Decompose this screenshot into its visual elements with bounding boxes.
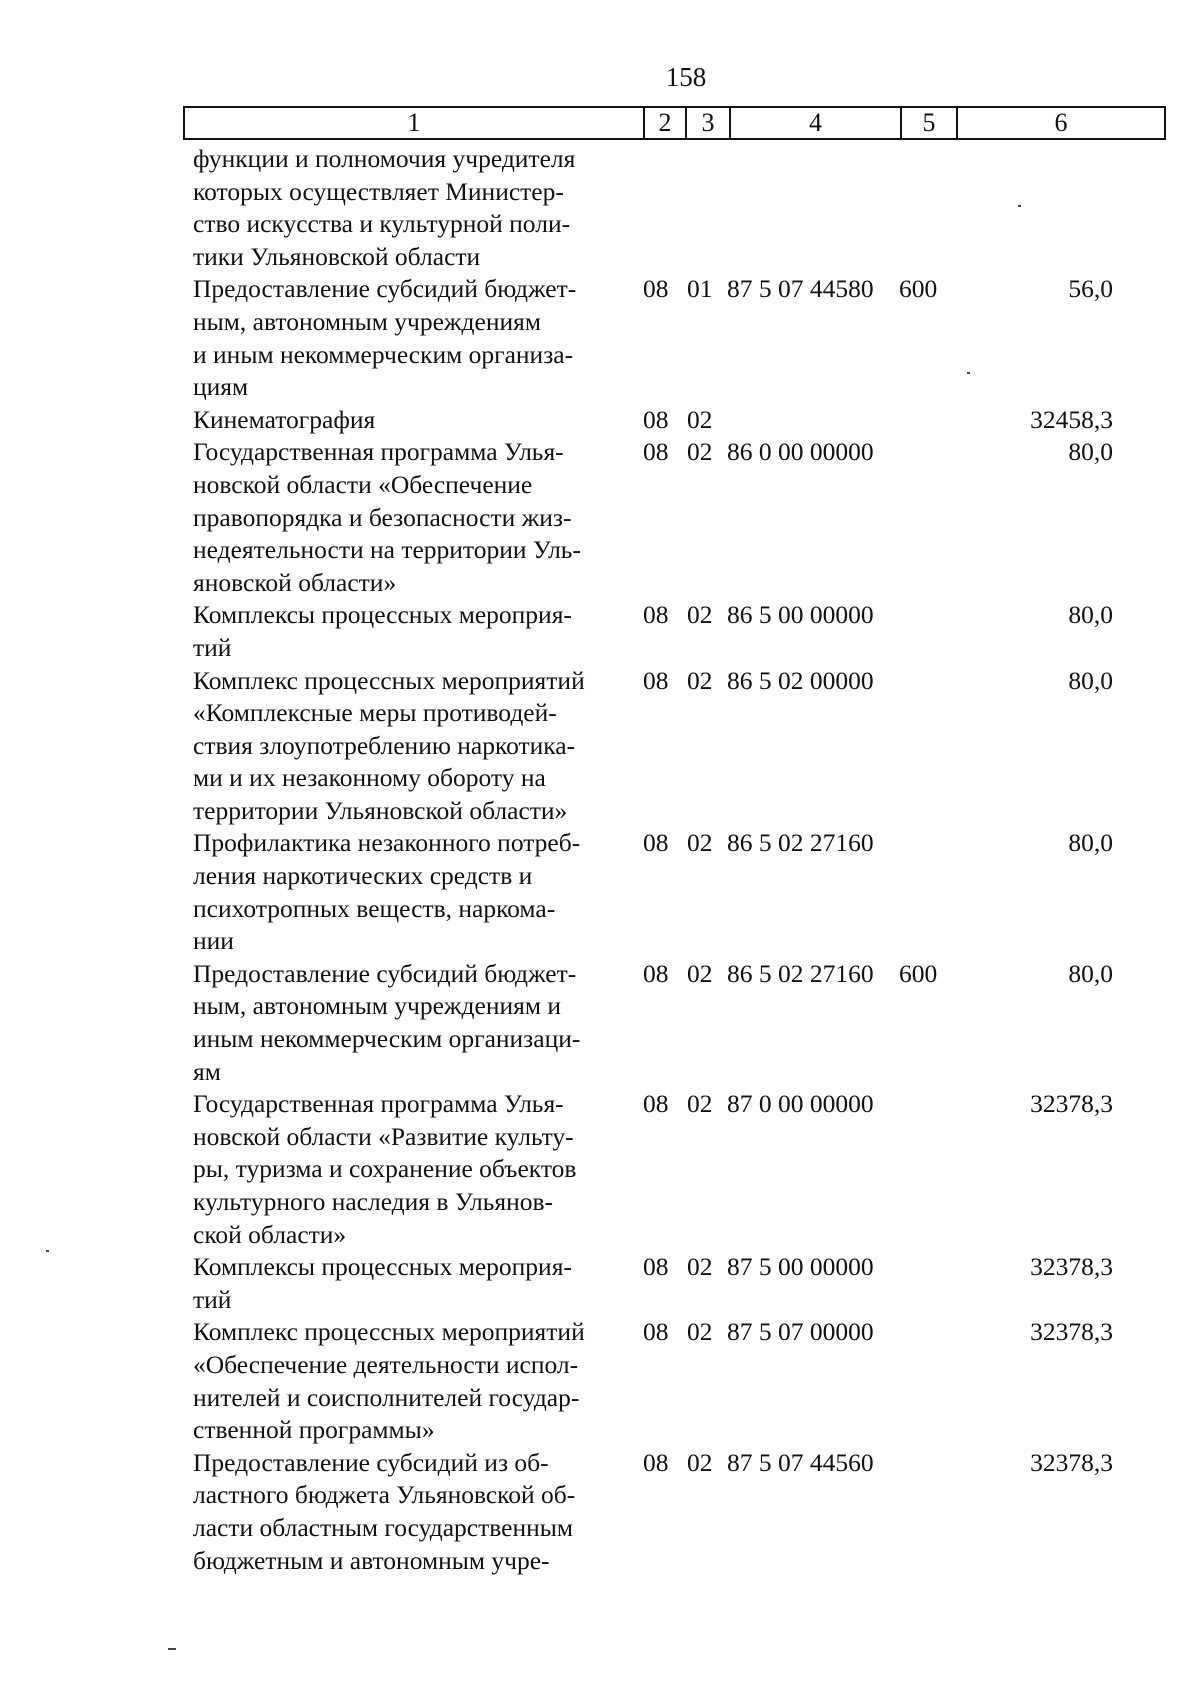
- row-expense-type: 600: [899, 958, 938, 988]
- row-name: Комплекс процессных мероприятий «Обеспечение деятельности испол- нителей и соисполнителей государ- ственной программы»: [193, 1317, 585, 1445]
- row-subsection: 02: [687, 1317, 713, 1347]
- header-col-5: 5: [902, 108, 958, 138]
- row-section: [643, 143, 687, 273]
- table-row: [193, 143, 1113, 273]
- row-subsection: 02: [687, 437, 713, 467]
- scan-speck: [168, 1648, 176, 1650]
- page-number: 158: [665, 62, 707, 92]
- row-expense-type: [899, 827, 959, 957]
- row-name: Предоставление субсидий бюджет- ным, автономным учреждениям и иным некоммерческим организа- циям: [193, 274, 577, 402]
- table-row: [193, 1316, 1113, 1446]
- row-amount: 80,0: [1068, 958, 1113, 988]
- row-amount: 80,0: [1068, 665, 1113, 695]
- table-body: [193, 143, 1113, 1577]
- table-row: [193, 273, 1113, 403]
- row-section: 08: [643, 828, 669, 858]
- row-amount: 80,0: [1068, 437, 1113, 467]
- row-subsection: 02: [687, 404, 713, 434]
- row-section: 08: [643, 404, 669, 434]
- row-name: Комплексы процессных мероприя- тий: [193, 600, 572, 662]
- scan-speck: [967, 372, 970, 374]
- row-target-article: 86 5 02 27160: [727, 958, 874, 988]
- row-target-article: 86 5 00 00000: [727, 600, 874, 630]
- row-subsection: 02: [687, 828, 713, 858]
- row-amount: 56,0: [1068, 274, 1113, 304]
- row-amount: 32458,3: [1030, 404, 1113, 434]
- table-header: [183, 106, 1166, 140]
- scan-speck: [1018, 205, 1021, 207]
- table-row: [193, 665, 1113, 828]
- row-expense-type: [899, 1447, 959, 1577]
- row-section: 08: [643, 274, 669, 304]
- row-target-article: 86 5 02 27160: [727, 828, 874, 858]
- row-expense-type: [899, 436, 959, 599]
- row-amount: 80,0: [1068, 600, 1113, 630]
- row-subsection: [687, 143, 727, 273]
- row-subsection: 02: [687, 1089, 713, 1119]
- row-subsection: 02: [687, 1252, 713, 1282]
- row-name: Кинематография: [193, 404, 376, 434]
- row-amount: 80,0: [1068, 828, 1113, 858]
- row-target-article: 87 5 07 00000: [727, 1317, 874, 1347]
- row-target-article: [727, 404, 899, 437]
- row-subsection: 02: [687, 958, 713, 988]
- row-section: 08: [643, 600, 669, 630]
- row-name: функции и полномочия учредителя которых осуществляет Министер- ство искусства и культурной поли- тики Ульяновской области: [193, 144, 576, 271]
- row-target-article: 87 5 07 44560: [727, 1447, 874, 1477]
- row-target-article: 87 5 07 44580: [727, 274, 874, 304]
- header-col-2: 2: [645, 108, 687, 138]
- table-row: [193, 404, 1113, 437]
- row-section: 08: [643, 1317, 669, 1347]
- header-col-3: 3: [687, 108, 731, 138]
- row-expense-type: [899, 1316, 959, 1446]
- row-amount: 32378,3: [1030, 1252, 1113, 1282]
- row-section: 08: [643, 1252, 669, 1282]
- row-amount: 32378,3: [1030, 1447, 1113, 1477]
- row-target-article: 87 0 00 00000: [727, 1089, 874, 1119]
- row-section: 08: [643, 1447, 669, 1477]
- row-expense-type: [899, 143, 959, 273]
- row-subsection: 01: [687, 274, 713, 304]
- table-row: [193, 436, 1113, 599]
- row-expense-type: 600: [899, 274, 938, 304]
- row-name: Предоставление субсидий бюджет- ным, автономным учреждениям и иным некоммерческим организаци- ям: [193, 958, 581, 1086]
- header-col-4: 4: [731, 108, 902, 138]
- row-subsection: 02: [687, 600, 713, 630]
- row-expense-type: [899, 599, 959, 664]
- row-section: 08: [643, 437, 669, 467]
- row-name: Государственная программа Улья- новской области «Развитие культу- ры, туризма и сохранение объектов культурного наследия в Ульянов- ской области»: [193, 1089, 577, 1249]
- table-row: [193, 1251, 1113, 1316]
- row-section: 08: [643, 1089, 669, 1119]
- header-col-6: 6: [1054, 108, 1068, 137]
- scan-speck: [46, 1250, 49, 1252]
- header-col-1: 1: [185, 108, 645, 138]
- row-expense-type: [899, 1088, 959, 1251]
- row-name: Государственная программа Улья- новской области «Обеспечение правопорядка и безопасности жиз- недеятельности на территории Уль- яновской области»: [193, 437, 581, 597]
- table-row: [193, 1088, 1113, 1251]
- row-target-article: 87 5 00 00000: [727, 1252, 874, 1282]
- row-expense-type: [899, 404, 959, 437]
- row-target-article: 86 5 02 00000: [727, 665, 874, 695]
- row-target-article: 86 0 00 00000: [727, 437, 874, 467]
- row-name: Предоставление субсидий из об- ластного бюджета Ульяновской об- ласти областным государственным бюджетным и автономным учре-: [193, 1447, 576, 1575]
- row-subsection: 02: [687, 1447, 713, 1477]
- row-name: Профилактика незаконного потреб- ления наркотических средств и психотропных веществ, наркома- нии: [193, 828, 581, 956]
- row-section: 08: [643, 665, 669, 695]
- row-section: 08: [643, 958, 669, 988]
- table-row: [193, 958, 1113, 1088]
- table-row: [193, 1447, 1113, 1577]
- row-amount: [959, 143, 1113, 273]
- row-name: Комплекс процессных мероприятий «Комплексные меры противодей- ствия злоупотреблению наркотика- ми и их незаконному обороту на территории Ульяновской области»: [193, 665, 585, 825]
- row-name: Комплексы процессных мероприя- тий: [193, 1252, 572, 1314]
- table-row: [193, 827, 1113, 957]
- row-subsection: 02: [687, 665, 713, 695]
- row-amount: 32378,3: [1030, 1089, 1113, 1119]
- row-target-article: [727, 143, 899, 273]
- row-amount: 32378,3: [1030, 1317, 1113, 1347]
- table-row: [193, 599, 1113, 664]
- row-expense-type: [899, 1251, 959, 1316]
- row-expense-type: [899, 665, 959, 828]
